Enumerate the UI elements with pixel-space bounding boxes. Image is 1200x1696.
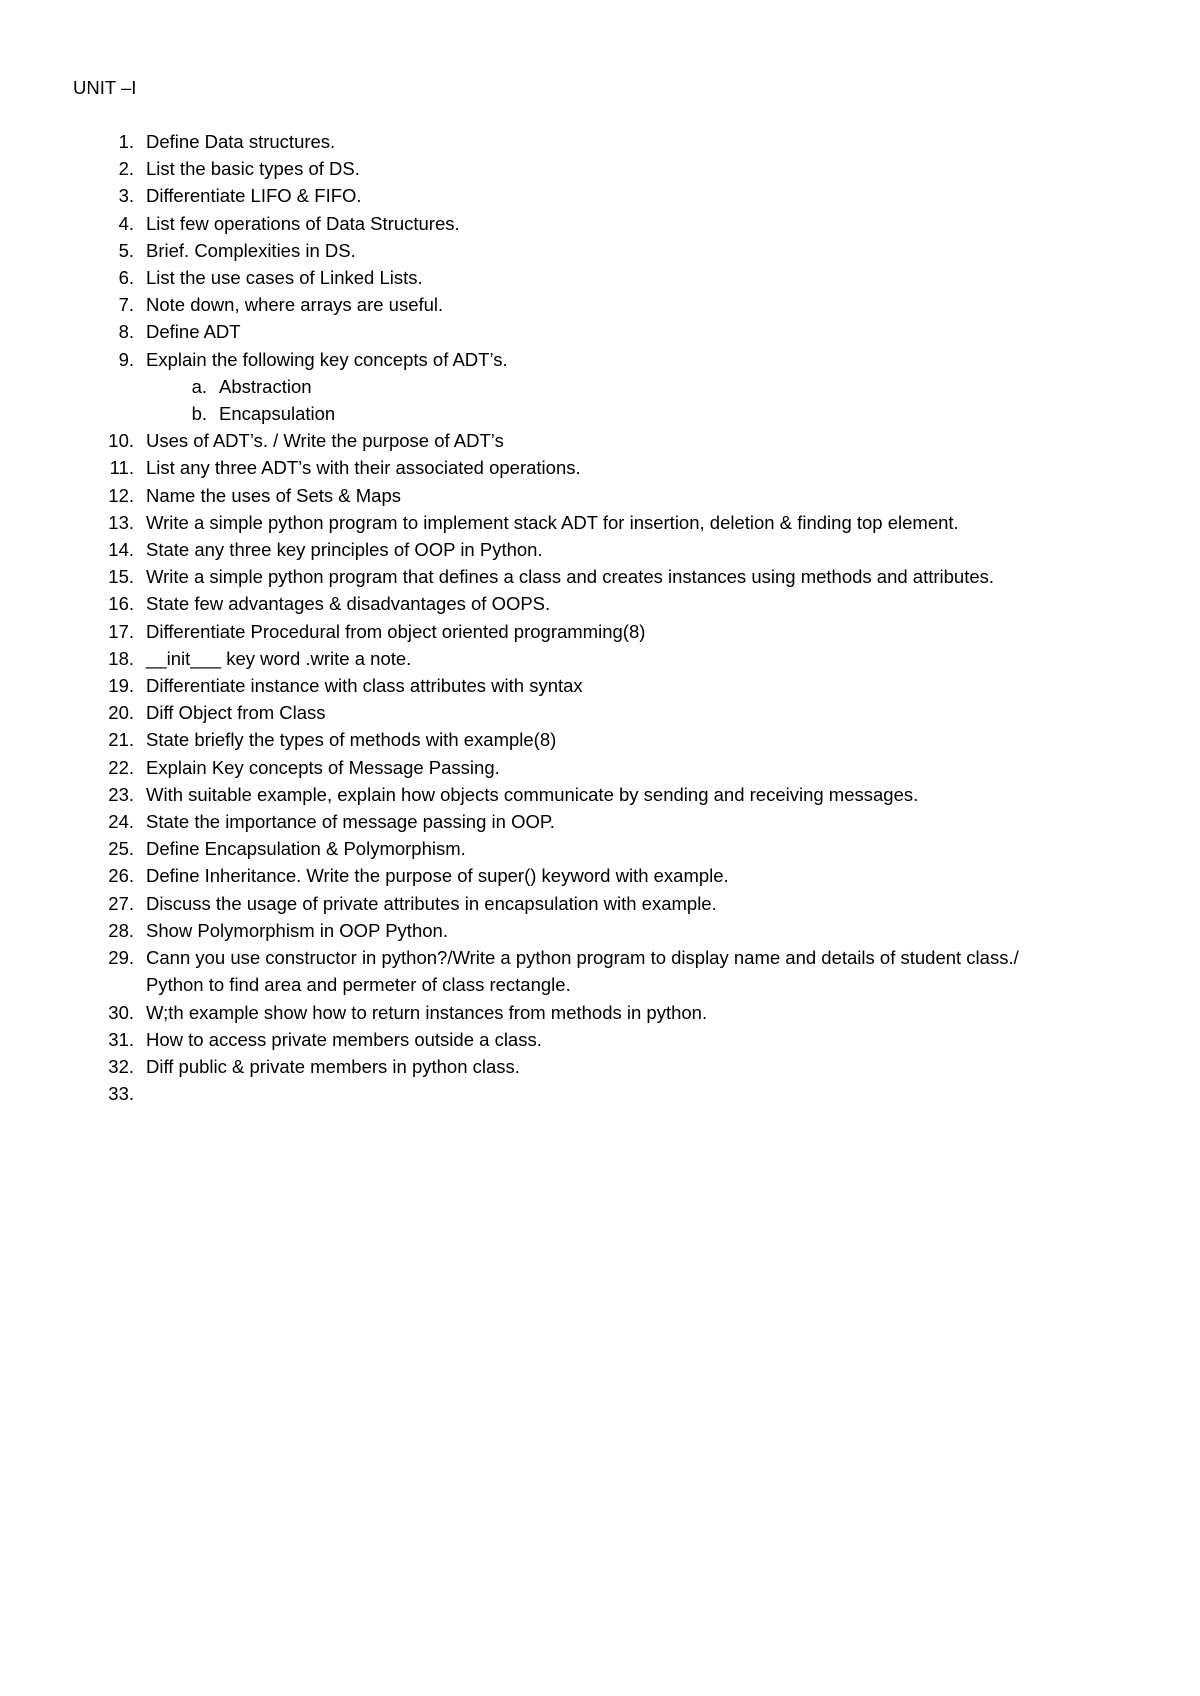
question-item	[73, 291, 1133, 318]
question-number: 5.	[118, 239, 134, 261]
question-number: 7.	[118, 294, 134, 316]
question-text: How to access private members outside a class.	[146, 1028, 542, 1050]
sub-question-letter: a.	[191, 375, 207, 397]
question-text: Differentiate LIFO & FIFO.	[146, 185, 362, 207]
unit-title: UNIT –I	[73, 77, 137, 98]
question-text: Define Inheritance. Write the purpose of super() keyword with example.	[146, 865, 729, 887]
question-item	[73, 917, 1133, 944]
question-text: Brief. Complexities in DS.	[146, 239, 356, 261]
question-number: 19.	[108, 675, 134, 697]
question-item	[73, 563, 1133, 590]
question-item	[73, 482, 1133, 509]
question-item	[73, 835, 1133, 862]
question-text: List the basic types of DS.	[146, 158, 360, 180]
question-number: 9.	[118, 348, 134, 370]
question-item	[73, 590, 1133, 617]
question-text: State few advantages & disadvantages of OOPS.	[146, 593, 551, 615]
question-text: State briefly the types of methods with example(8)	[146, 729, 557, 751]
question-item	[73, 781, 1133, 808]
question-item	[73, 754, 1133, 781]
question-number: 20.	[108, 702, 134, 724]
question-number: 10.	[108, 430, 134, 452]
question-item	[73, 182, 1133, 209]
question-number: 3.	[118, 185, 134, 207]
question-item	[73, 862, 1133, 889]
question-number: 16.	[108, 593, 134, 615]
question-text: Cann you use constructor in python?/Write a python program to display name and details of student class./ Python to find area and permeter of class rectangle.	[146, 947, 1019, 996]
question-number: 17.	[108, 620, 134, 642]
question-number: 32.	[108, 1055, 134, 1077]
question-number: 24.	[108, 811, 134, 833]
question-number: 31.	[108, 1028, 134, 1050]
question-number: 26.	[108, 865, 134, 887]
question-item	[73, 944, 1133, 998]
question-text: Discuss the usage of private attributes in encapsulation with example.	[146, 892, 717, 914]
sub-question-letter: b.	[191, 403, 207, 425]
question-number: 18.	[108, 647, 134, 669]
question-text: Explain the following key concepts of ADT’s.	[146, 348, 508, 370]
sub-question-text: Abstraction	[219, 375, 312, 397]
question-number: 4.	[118, 212, 134, 234]
question-number: 23.	[108, 783, 134, 805]
question-text: Diff Object from Class	[146, 702, 326, 724]
question-item	[73, 808, 1133, 835]
question-item	[73, 618, 1133, 645]
question-text: Name the uses of Sets & Maps	[146, 484, 402, 506]
question-text: Differentiate instance with class attributes with syntax	[146, 675, 583, 697]
question-item	[73, 427, 1133, 454]
question-text: W;th example show how to return instances from methods in python.	[146, 1001, 708, 1023]
question-item	[73, 645, 1133, 672]
question-text: State the importance of message passing in OOP.	[146, 811, 555, 833]
question-item	[73, 890, 1133, 917]
question-text: Diff public & private members in python class.	[146, 1055, 520, 1077]
document-body	[73, 74, 1133, 1105]
question-item	[73, 999, 1133, 1026]
question-number: 21.	[108, 729, 134, 751]
question-number: 12.	[108, 484, 134, 506]
question-text: __init___ key word .write a note.	[146, 647, 412, 669]
question-number: 30.	[108, 1001, 134, 1023]
question-item	[73, 454, 1133, 481]
sub-question-item	[146, 373, 1133, 400]
question-number: 8.	[118, 321, 134, 343]
question-text: Write a simple python program to implement stack ADT for insertion, deletion & finding top element.	[146, 511, 959, 533]
question-item	[73, 128, 1133, 155]
question-item	[73, 1026, 1133, 1053]
sub-question-item	[146, 400, 1133, 427]
question-number: 25.	[108, 838, 134, 860]
question-number: 1.	[118, 131, 134, 152]
question-text: With suitable example, explain how objects communicate by sending and receiving messages.	[146, 783, 919, 805]
question-number: 27.	[108, 892, 134, 914]
question-text: Define Encapsulation & Polymorphism.	[146, 838, 466, 860]
question-item	[73, 155, 1133, 182]
question-number: 22.	[108, 756, 134, 778]
question-number: 29.	[108, 947, 134, 969]
question-item	[73, 346, 1133, 428]
question-text: Uses of ADT’s. / Write the purpose of ADT’s	[146, 430, 504, 452]
question-item	[73, 536, 1133, 563]
question-text: Note down, where arrays are useful.	[146, 294, 444, 316]
question-text: List few operations of Data Structures.	[146, 212, 460, 234]
question-item	[73, 509, 1133, 536]
question-number: 2.	[118, 158, 134, 180]
question-item	[73, 699, 1133, 726]
question-item	[73, 726, 1133, 753]
question-number: 13.	[108, 511, 134, 533]
sub-question-list	[146, 373, 1133, 427]
question-text: Explain Key concepts of Message Passing.	[146, 756, 500, 778]
question-list	[73, 128, 1133, 1105]
question-item	[73, 1053, 1133, 1080]
question-text: Define Data structures.	[146, 131, 336, 152]
question-item	[73, 210, 1133, 237]
question-item	[73, 237, 1133, 264]
question-number: 11.	[109, 457, 134, 479]
question-text: Define ADT	[146, 321, 241, 343]
question-text: List any three ADT’s with their associated operations.	[146, 457, 581, 479]
question-number: 15.	[108, 566, 134, 588]
sub-question-text: Encapsulation	[219, 403, 336, 425]
question-text: List the use cases of Linked Lists.	[146, 267, 423, 289]
question-text: Write a simple python program that defines a class and creates instances using methods and attributes.	[146, 566, 995, 588]
question-item	[73, 672, 1133, 699]
question-text: Differentiate Procedural from object oriented programming(8)	[146, 620, 646, 642]
question-number: 14.	[108, 539, 134, 561]
question-number: 6.	[118, 267, 134, 289]
question-item	[73, 264, 1133, 291]
question-number: 33.	[108, 1083, 134, 1105]
question-number: 28.	[108, 919, 134, 941]
question-item	[73, 318, 1133, 345]
question-text: State any three key principles of OOP in Python.	[146, 539, 543, 561]
question-text: Show Polymorphism in OOP Python.	[146, 919, 448, 941]
